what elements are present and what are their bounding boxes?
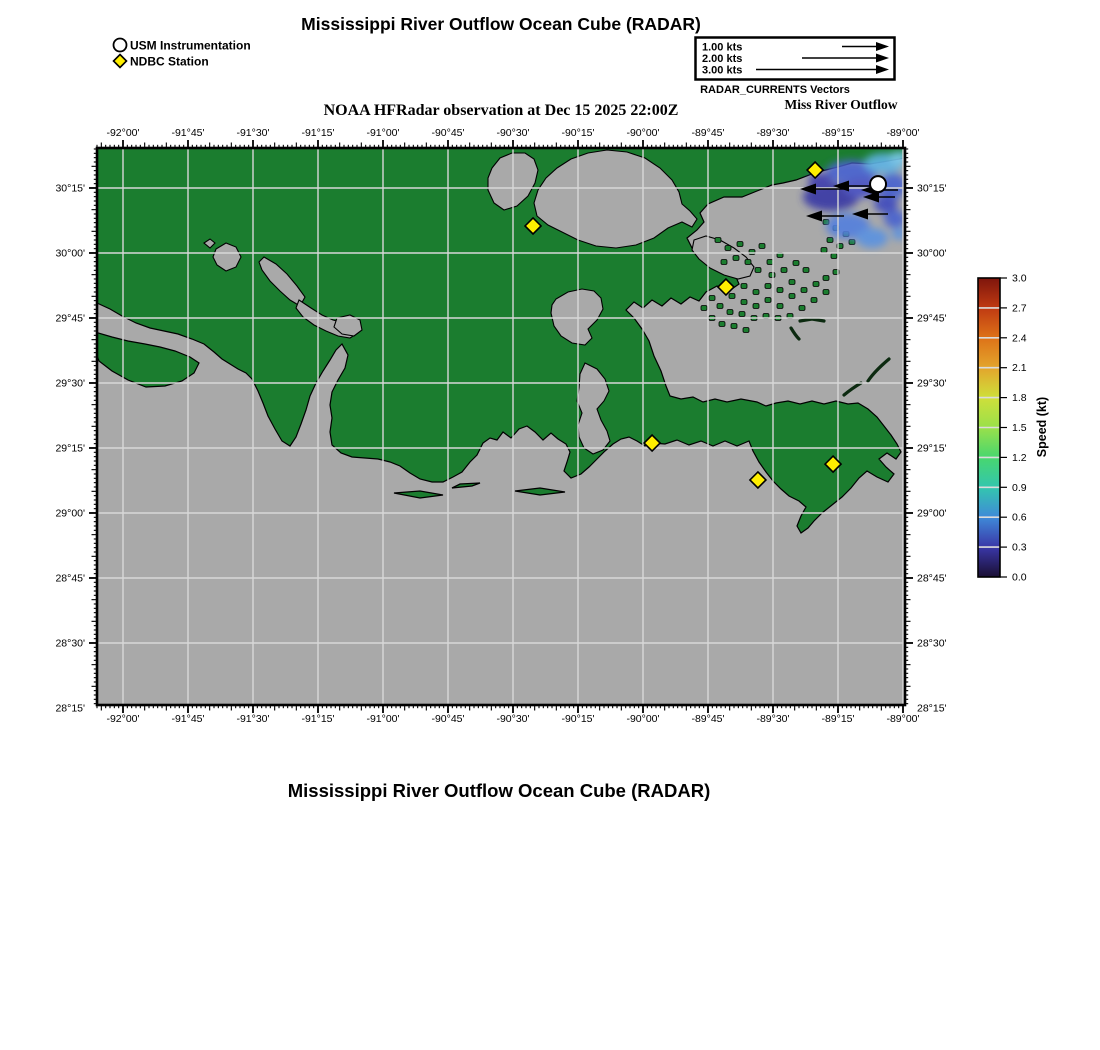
marsh-speck xyxy=(715,238,721,243)
lon-tick-label-bottom: -91°30' xyxy=(236,713,270,725)
lat-tick-label-right: 29°15' xyxy=(917,442,947,455)
marsh-speck xyxy=(777,304,783,309)
marsh-speck xyxy=(741,284,747,289)
marsh-speck xyxy=(753,304,759,309)
colorbar-tick-label: 2.1 xyxy=(1012,362,1027,375)
marsh-speck xyxy=(739,312,745,317)
vector-key-row-label: 3.00 kts xyxy=(702,64,743,77)
lat-tick-label-left: 29°00' xyxy=(55,507,85,520)
marsh-speck xyxy=(811,298,817,303)
marsh-speck xyxy=(717,304,723,309)
lon-tick-label-top: -89°15' xyxy=(821,127,855,139)
lon-tick-label-bottom: -89°00' xyxy=(886,713,920,725)
marsh-speck xyxy=(745,260,751,265)
colorbar-tick-label: 3.0 xyxy=(1012,272,1027,285)
marsh-speck xyxy=(789,294,795,299)
lat-tick-label-left: 29°45' xyxy=(55,312,85,325)
marsh-speck xyxy=(725,246,731,251)
lon-tick-label-bottom: -90°00' xyxy=(626,713,660,725)
usm-station-marker xyxy=(870,176,886,192)
lon-tick-label-bottom: -90°45' xyxy=(431,713,465,725)
legend-label-ndbc: NDBC Station xyxy=(130,54,209,69)
marsh-speck xyxy=(743,328,749,333)
lat-tick-label-right: 30°15' xyxy=(917,182,947,195)
colorbar-tick-label: 0.0 xyxy=(1012,571,1027,584)
lat-tick-label-left: 29°15' xyxy=(55,442,85,455)
vector-scale-key xyxy=(696,38,898,113)
lon-tick-label-bottom: -90°15' xyxy=(561,713,595,725)
lon-tick-label-top: -91°45' xyxy=(171,127,205,139)
figure-title-bottom: Mississippi River Outflow Ocean Cube (RADAR) xyxy=(287,780,711,801)
marsh-speck xyxy=(759,244,765,249)
lon-tick-label-top: -90°15' xyxy=(561,127,595,139)
lat-tick-label-left: 28°45' xyxy=(55,572,85,585)
legend-label-usm: USM Instrumentation xyxy=(130,38,251,53)
lon-tick-label-bottom: -89°45' xyxy=(691,713,725,725)
usm-circle-icon xyxy=(114,39,127,52)
lat-tick-label-left: 30°00' xyxy=(55,247,85,260)
lon-tick-label-bottom: -89°30' xyxy=(756,713,790,725)
lon-tick-label-top: -90°30' xyxy=(496,127,530,139)
lat-tick-label-left: 28°15' xyxy=(55,702,85,715)
marsh-speck xyxy=(709,296,715,301)
colorbar-tick-label: 1.2 xyxy=(1012,451,1027,464)
lat-tick-label-left: 29°30' xyxy=(55,377,85,390)
marsh-speck xyxy=(789,280,795,285)
lon-tick-label-bottom: -92°00' xyxy=(106,713,140,725)
marsh-speck xyxy=(737,242,743,247)
lon-tick-label-bottom: -90°30' xyxy=(496,713,530,725)
marsh-speck xyxy=(801,288,807,293)
colorbar-tick-label: 1.8 xyxy=(1012,392,1027,405)
lat-tick-label-right: 29°45' xyxy=(917,312,947,325)
marsh-speck xyxy=(719,322,725,327)
lat-tick-label-left: 30°15' xyxy=(55,182,85,195)
region-label: Miss River Outflow xyxy=(784,97,898,112)
marsh-speck xyxy=(831,254,837,259)
vector-key-caption: RADAR_CURRENTS Vectors xyxy=(700,84,850,96)
lat-tick-label-right: 28°30' xyxy=(917,637,947,650)
vector-key-row-label: 1.00 kts xyxy=(702,41,743,54)
marsh-speck xyxy=(755,268,761,273)
figure-title-top: Mississippi River Outflow Ocean Cube (RADAR) xyxy=(301,14,701,34)
vector-key-row-label: 2.00 kts xyxy=(702,53,743,65)
lon-tick-label-bottom: -91°00' xyxy=(366,713,400,725)
marsh-speck xyxy=(753,290,759,295)
colorbar-tick-label: 1.5 xyxy=(1012,422,1027,434)
lon-tick-label-top: -91°15' xyxy=(301,127,335,139)
lat-tick-label-right: 28°45' xyxy=(917,572,947,585)
lon-tick-label-bottom: -91°45' xyxy=(171,713,205,725)
marsh-speck xyxy=(769,273,775,278)
marsh-speck xyxy=(729,294,735,299)
marsh-speck xyxy=(849,240,855,245)
marsh-speck xyxy=(777,288,783,293)
lat-tick-label-left: 28°30' xyxy=(55,637,85,650)
marsh-speck xyxy=(781,268,787,273)
marsh-speck xyxy=(813,282,819,287)
lon-tick-label-top: -89°45' xyxy=(691,127,725,139)
lat-tick-label-right: 29°00' xyxy=(917,507,947,520)
map-legend xyxy=(114,39,251,69)
marsh-speck xyxy=(765,298,771,303)
lon-tick-label-top: -92°00' xyxy=(106,127,140,139)
lon-tick-label-top: -91°00' xyxy=(366,127,400,139)
marsh-speck xyxy=(741,300,747,305)
colorbar-tick-label: 0.3 xyxy=(1012,541,1027,554)
lon-tick-label-top: -90°45' xyxy=(431,127,465,139)
marsh-speck xyxy=(733,256,739,261)
colorbar-tick-label: 2.7 xyxy=(1012,302,1027,315)
observation-subtitle: NOAA HFRadar observation at Dec 15 2025 22:00Z xyxy=(323,102,679,119)
marsh-speck xyxy=(823,276,829,281)
lon-tick-label-top: -90°00' xyxy=(626,127,660,139)
lat-tick-label-right: 30°00' xyxy=(917,247,947,260)
marsh-speck xyxy=(793,261,799,266)
colorbar-title: Speed (kt) xyxy=(1035,396,1049,458)
marsh-speck xyxy=(727,310,733,315)
lon-tick-label-top: -91°30' xyxy=(236,127,270,139)
ndbc-diamond-icon xyxy=(114,55,127,68)
marsh-speck xyxy=(823,290,829,295)
colorbar-tick-label: 2.4 xyxy=(1012,332,1027,345)
marsh-speck xyxy=(821,248,827,253)
marsh-speck xyxy=(799,306,805,311)
lon-tick-label-bottom: -89°15' xyxy=(821,713,855,725)
marsh-speck xyxy=(765,284,771,289)
colorbar xyxy=(978,273,1027,584)
lon-tick-label-top: -89°30' xyxy=(756,127,790,139)
colorbar-tick-label: 0.6 xyxy=(1012,511,1027,524)
speed-patch xyxy=(856,228,888,248)
colorbar-tick-label: 0.9 xyxy=(1012,481,1027,494)
marsh-speck xyxy=(731,324,737,329)
marsh-speck xyxy=(721,260,727,265)
lat-tick-label-right: 29°30' xyxy=(917,377,947,390)
marsh-speck xyxy=(749,250,755,255)
marsh-speck xyxy=(767,260,773,265)
marsh-speck xyxy=(803,268,809,273)
lon-tick-label-top: -89°00' xyxy=(886,127,920,139)
marsh-speck xyxy=(827,238,833,243)
lat-tick-label-right: 28°15' xyxy=(917,702,947,715)
map-canvas xyxy=(55,127,946,725)
marsh-speck xyxy=(701,306,707,311)
lon-tick-label-bottom: -91°15' xyxy=(301,713,335,725)
